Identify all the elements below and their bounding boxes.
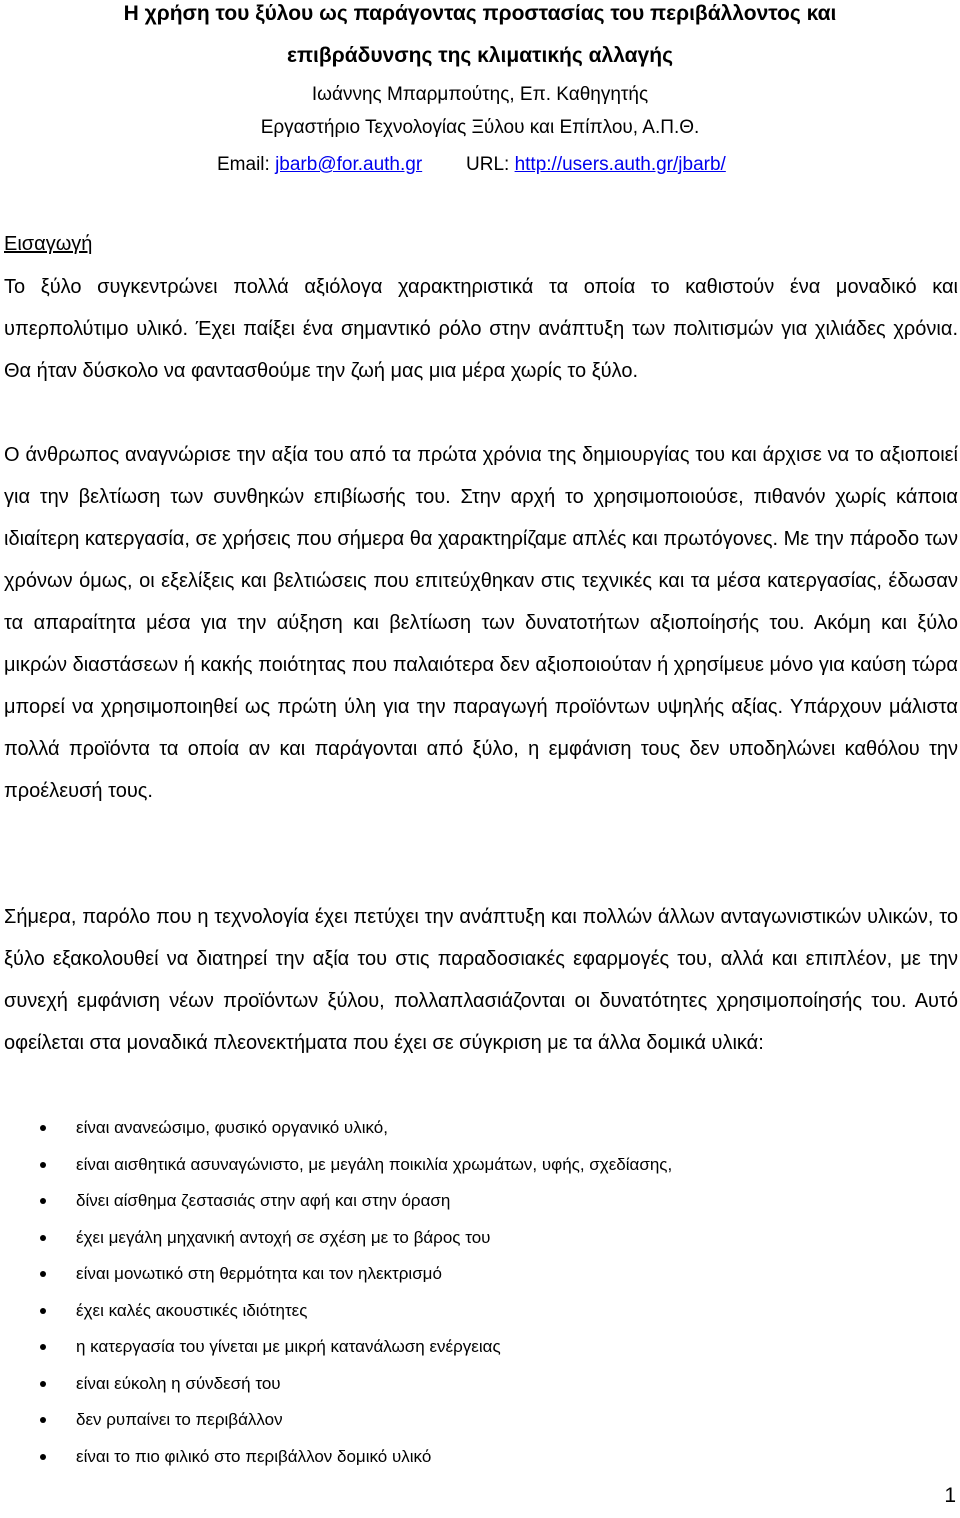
- advantages-list: [0, 1110, 960, 1475]
- list-item-text: είναι εύκολη η σύνδεσή του: [76, 1373, 281, 1393]
- bullet-icon: [40, 1454, 46, 1460]
- author-line: Ιωάννης Μπαρμπούτης, Επ. Καθηγητής: [311, 84, 649, 105]
- url-line: [466, 152, 726, 178]
- bullet-icon: [40, 1125, 46, 1131]
- list-item-text: δεν ρυπαίνει το περιβάλλον: [76, 1410, 283, 1429]
- title-line-1: Η χρήση του ξύλου ως παράγοντας προστασίας του περιβάλλοντος και: [123, 2, 837, 25]
- list-item-text: έχει μεγάλη μηχανική αντοχή σε σχέση με το βάρος του: [76, 1227, 491, 1247]
- bullet-icon: [40, 1235, 46, 1241]
- bullet-icon: [40, 1198, 46, 1204]
- paragraph-1: Το ξύλο συγκεντρώνει πολλά αξιόλογα χαρακτηριστικά τα οποία το καθιστούν ένα μοναδικό και υπερπολύτιμο υλικό. Έχει παίξει ένα σημαντικό ρόλο στην ανάπτυξη των πολιτισμών για χιλιάδες χρόνια. Θα ήταν δύσκολο να φαντασθούμε την ζωή μας μια μέρα χωρίς το ξύλο.: [4, 276, 958, 382]
- list-item-text: είναι το πιο φιλικό στο περιβάλλον δομικό υλικό: [76, 1446, 432, 1466]
- list-item-text: η κατεργασία του γίνεται με μικρή κατανάλωση ενέργειας: [76, 1337, 501, 1356]
- list-item: [0, 1366, 960, 1403]
- list-item: [0, 1147, 960, 1184]
- section-heading: Εισαγωγή: [4, 233, 93, 255]
- bullet-icon: [40, 1162, 46, 1168]
- paragraph-3: Σήμερα, παρόλο που η τεχνολογία έχει πετύχει την ανάπτυξη και πολλών άλλων ανταγωνιστικών υλικών, το ξύλο εξακολουθεί να διατηρεί την αξία του στις παραδοσιακές εφαρμογές του, αλλά και επιπλέον, με την συνεχή εμφάνιση νέων προϊόντων ξύλου, πολλαπλασιάζονται οι δυνατότητες χρησιμοποίησής του. Αυτό οφείλεται στα μοναδικά πλεονεκτήματα που έχει σε σύγκριση με τα άλλα δομικά υλικά:: [4, 906, 958, 1054]
- email-label: Email:: [217, 154, 270, 175]
- bullet-icon: [40, 1417, 46, 1423]
- list-item-text: έχει καλές ακουστικές ιδιότητες: [76, 1300, 308, 1320]
- list-item: [0, 1183, 960, 1220]
- page-number: 1: [944, 1484, 956, 1507]
- list-item-text: είναι ανανεώσιμο, φυσικό οργανικό υλικό,: [76, 1118, 388, 1137]
- bullet-icon: [40, 1344, 46, 1350]
- bullet-icon: [40, 1271, 46, 1277]
- lab-line: Εργαστήριο Τεχνολογίας Ξύλου και Επίπλου, Α.Π.Θ.: [260, 117, 700, 138]
- list-item: [0, 1329, 960, 1366]
- list-item: [0, 1110, 960, 1147]
- list-item: [0, 1256, 960, 1293]
- list-item: [0, 1439, 960, 1476]
- email-link[interactable]: jbarb@for.auth.gr: [275, 154, 423, 175]
- list-item: [0, 1220, 960, 1257]
- list-item: [0, 1402, 960, 1439]
- title-line-2: επιβράδυνσης της κλιματικής αλλαγής: [287, 44, 673, 67]
- email-line: [217, 152, 422, 178]
- url-link[interactable]: http://users.auth.gr/jbarb/: [514, 154, 726, 175]
- bullet-icon: [40, 1381, 46, 1387]
- list-item-text: είναι αισθητικά ασυναγώνιστο, με μεγάλη ποικιλία χρωμάτων, υφής, σχεδίασης,: [76, 1154, 673, 1174]
- paragraph-2: Ο άνθρωπος αναγνώρισε την αξία του από τα πρώτα χρόνια της δημιουργίας του και άρχισε να το αξιοποιεί για την βελτίωση των συνθηκών επιβίωσής του. Στην αρχή το χρησιμοποιούσε, πιθανόν χωρίς κάποια ιδιαίτερη κατεργασία, σε χρήσεις που σήμερα θα χαρακτηρίζαμε απλές και πρωτόγονες. Με την πάροδο των χρόνων όμως, οι εξελίξεις και βελτιώσεις που επιτεύχθηκαν στις τεχνικές και τα μέσα κατεργασίας, έδωσαν τα απαραίτητα μέσα για την αύξηση και βελτίωση των δυνατοτήτων αξιοποίησής του. Ακόμη και ξύλο μικρών διαστάσεων ή κακής ποιότητας που παλαιότερα δεν αξιοποιούταν ή χρησίμευε μόνο για καύση τώρα μπορεί να χρησιμοποιηθεί ως πρώτη ύλη για την παραγωγή προϊόντων υψηλής αξίας. Υπάρχουν μάλιστα πολλά προϊόντα τα οποία αν και παράγονται από ξύλο, η εμφάνιση τους δεν υποδηλώνει καθόλου την προέλευσή τους.: [4, 444, 958, 802]
- bullet-icon: [40, 1308, 46, 1314]
- list-item: [0, 1293, 960, 1330]
- list-item-text: είναι μονωτικό στη θερμότητα και τον ηλεκτρισμό: [76, 1264, 442, 1283]
- url-label: URL:: [466, 154, 510, 175]
- list-item-text: δίνει αίσθημα ζεστασιάς στην αφή και στην όραση: [76, 1191, 451, 1210]
